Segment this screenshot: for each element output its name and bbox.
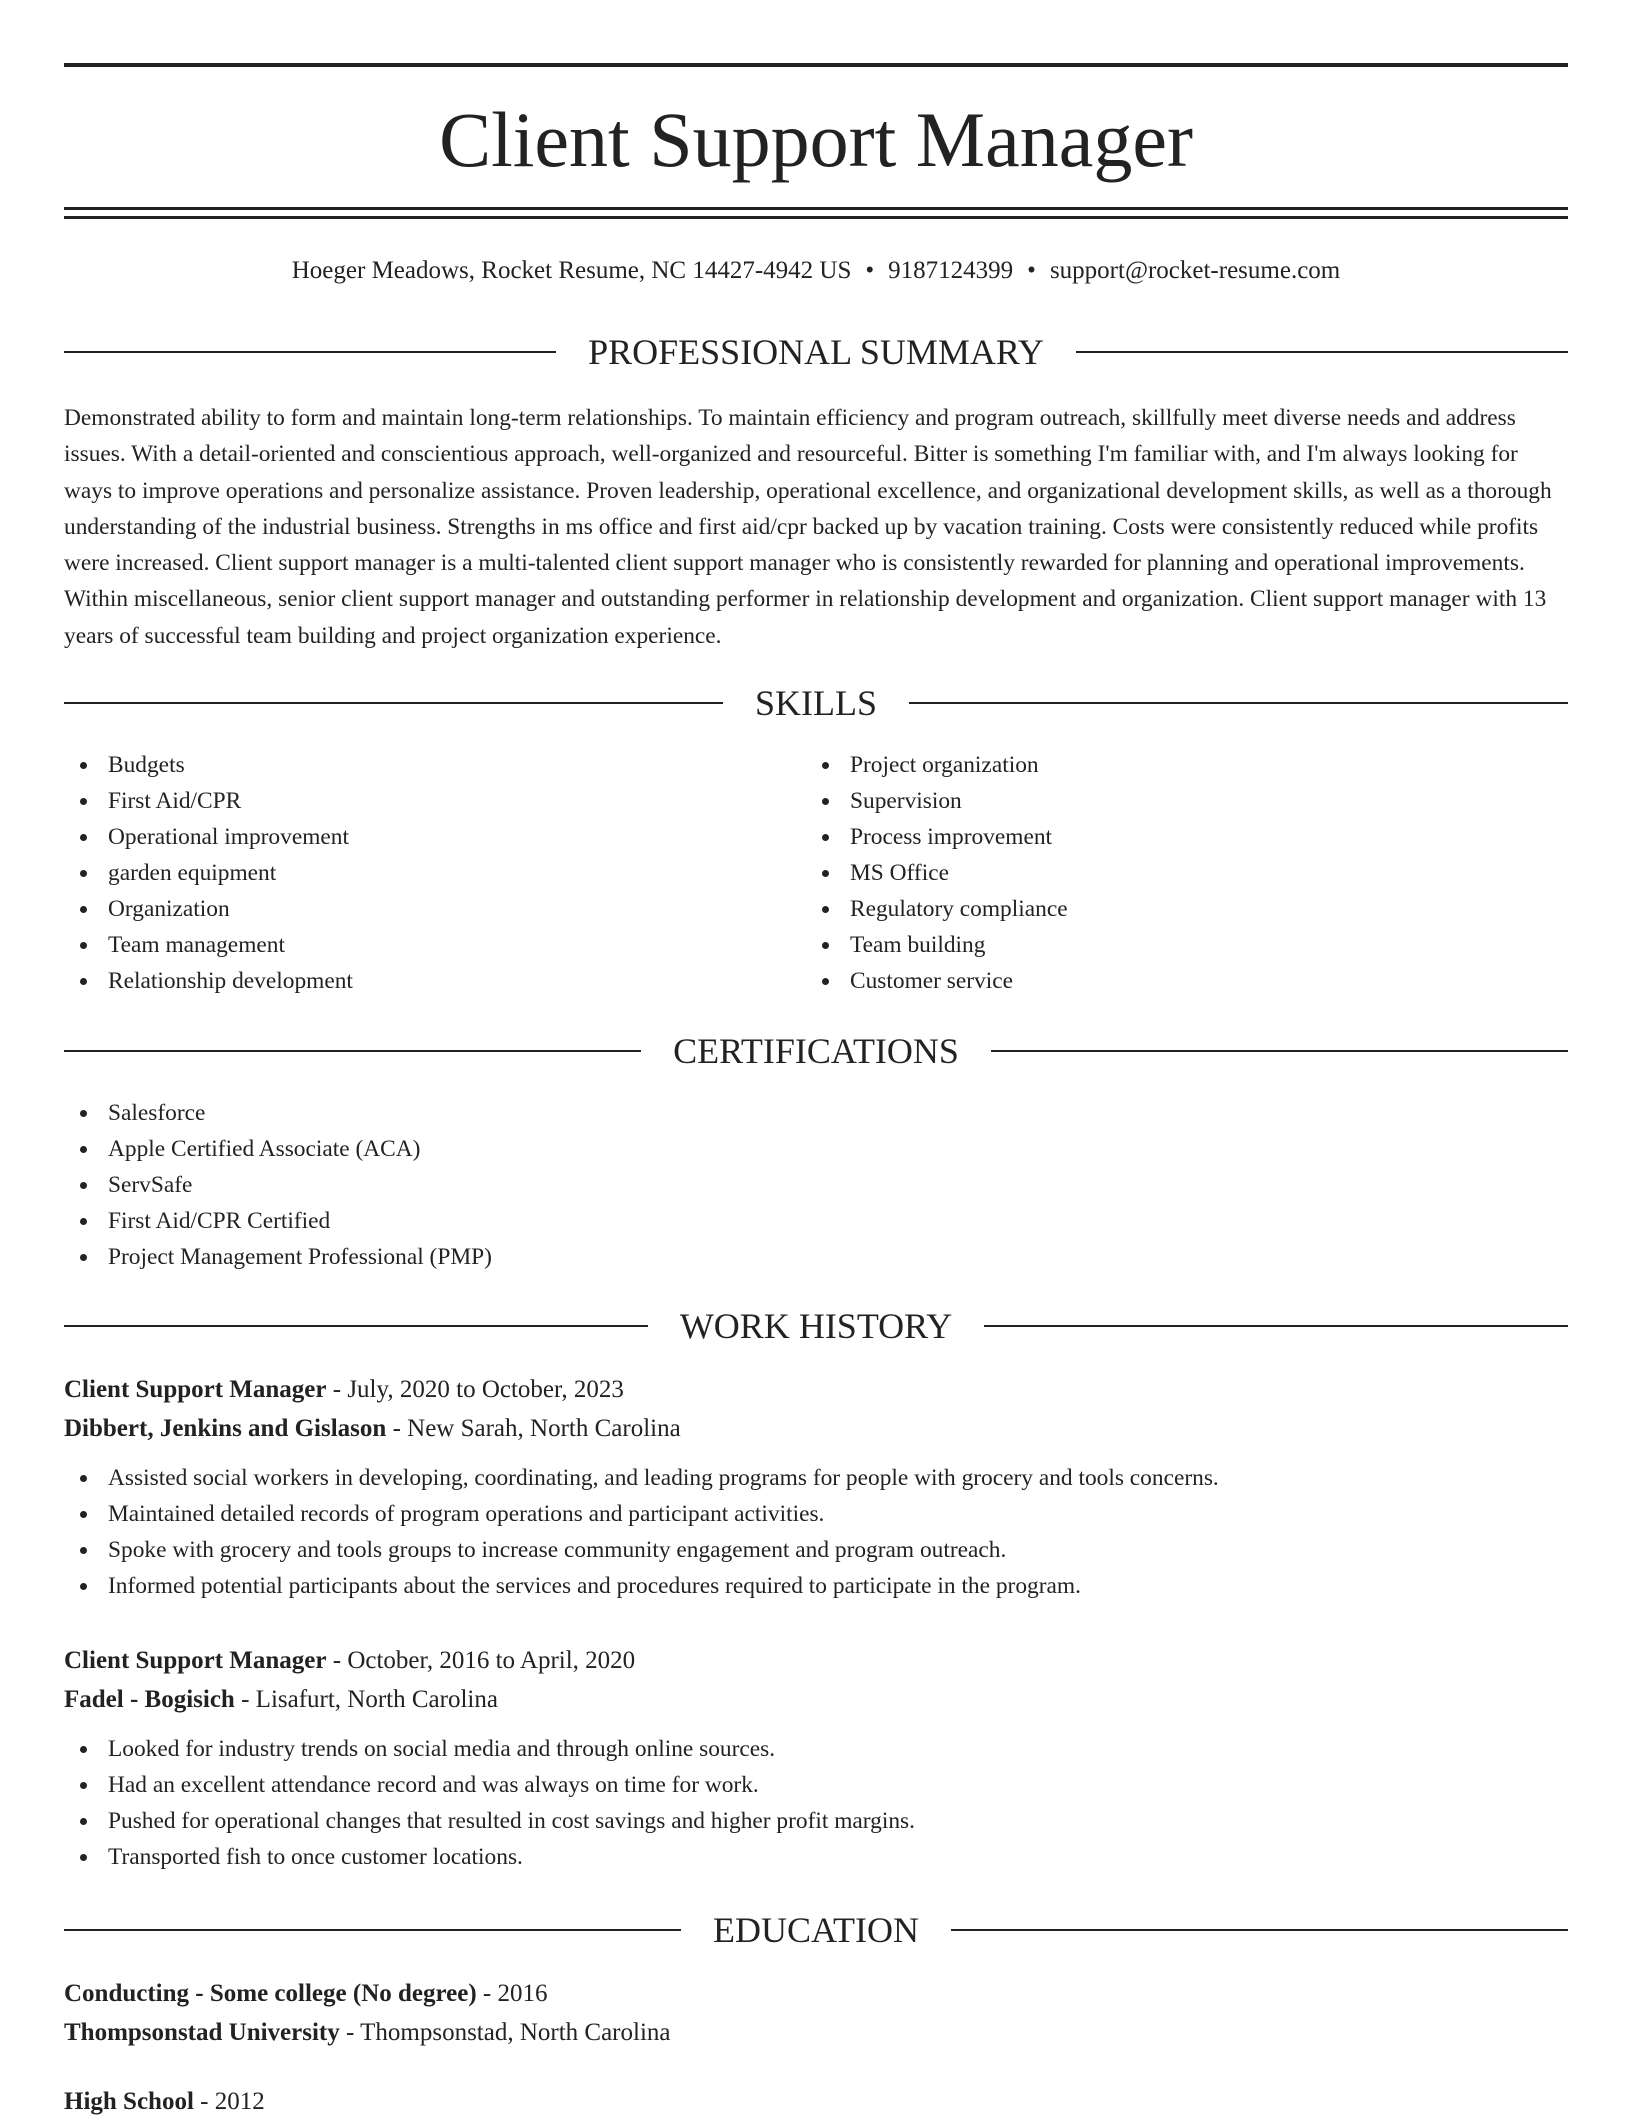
contact-line [64, 256, 1568, 286]
heading-rule-right [991, 1050, 1568, 1052]
section-title: CERTIFICATIONS [673, 1031, 959, 1071]
education-school: Thompsonstad University [64, 2019, 340, 2046]
skill-item: Operational improvement [64, 819, 764, 855]
skill-item: Relationship development [64, 963, 764, 999]
header-double-rule-lower [64, 216, 1568, 219]
education-degree: High School [64, 2088, 194, 2115]
job-title-line [64, 1370, 1568, 1409]
skill-item: Budgets [64, 747, 764, 783]
contact-separator: • [865, 257, 875, 284]
job-company-line [64, 1409, 1568, 1448]
heading-rule-left [64, 351, 556, 353]
job-duty-item: Informed potential participants about the services and procedures required to participate in the program. [64, 1568, 1568, 1604]
header-top-rule [64, 63, 1568, 67]
heading-rule-left [64, 702, 723, 704]
job-duty-item: Transported fish to once customer locations. [64, 1839, 1568, 1875]
job-entry [64, 1641, 1568, 1875]
contact-address: Hoeger Meadows, Rocket Resume, NC 14427-4942 US [291, 257, 852, 284]
heading-rule-left [64, 1929, 681, 1931]
heading-rule-right [984, 1325, 1568, 1327]
education-location: - Thompsonstad, North Carolina [339, 2019, 671, 2046]
resume-title: Client Support Manager [439, 96, 1193, 183]
section-heading-summary [64, 330, 1568, 374]
certification-item: Salesforce [64, 1095, 1064, 1131]
heading-rule-right [909, 702, 1568, 704]
skill-item: Regulatory compliance [806, 891, 1506, 927]
section-heading-education [64, 1908, 1568, 1952]
skills-column-left [64, 747, 764, 999]
section-heading-certifications [64, 1029, 1568, 1073]
skill-item: First Aid/CPR [64, 783, 764, 819]
education-year: - 2016 [476, 1980, 548, 2007]
job-dates: - July, 2020 to October, 2023 [326, 1376, 624, 1403]
summary-text: Demonstrated ability to form and maintain long-term relationships. To maintain efficiency and program outreach, skillfully meet diverse needs and address issues. With a detail-oriented and conscientious approach, well-organized and resourceful. Bitter is something I'm familiar with, and I'm always looking for ways to improve operations and personalize assistance. Proven leadership, operational excellence, and organizational development skills, as well as a thorough understanding of the industrial business. Strengths in ms office and first aid/cpr backed up by vacation training. Costs were consistently reduced while profits were increased. Client support manager is a multi-talented client support manager who is consistently rewarded for planning and operational improvements. Within miscellaneous, senior client support manager and outstanding performer in relationship development and organization. Client support manager with 13 years of successful team building and project organization experience. [64, 405, 1552, 649]
skill-item: MS Office [806, 855, 1506, 891]
certification-item: ServSafe [64, 1167, 1064, 1203]
certification-item: Apple Certified Associate (ACA) [64, 1131, 1064, 1167]
job-duties [64, 1731, 1568, 1875]
heading-rule-right [1076, 351, 1568, 353]
section-title: EDUCATION [713, 1910, 919, 1950]
job-entry [64, 1370, 1568, 1604]
section-title: WORK HISTORY [679, 1306, 953, 1346]
header-double-rule-upper [64, 207, 1568, 210]
skill-item: Team management [64, 927, 764, 963]
job-title-line [64, 1641, 1568, 1680]
contact-email: support@rocket-resume.com [1049, 257, 1341, 284]
job-location: - Lisafurt, North Carolina [234, 1686, 498, 1713]
job-company: Fadel - Bogisich [64, 1686, 235, 1713]
contact-phone: 9187124399 [888, 257, 1014, 284]
skill-item: Customer service [806, 963, 1506, 999]
certification-item: Project Management Professional (PMP) [64, 1239, 1064, 1275]
section-title: SKILLS [755, 683, 878, 723]
job-duty-item: Maintained detailed records of program operations and participant activities. [64, 1496, 1568, 1532]
job-duty-item: Pushed for operational changes that resulted in cost savings and higher profit margins. [64, 1803, 1568, 1839]
job-duty-item: Spoke with grocery and tools groups to increase community engagement and program outreach. [64, 1532, 1568, 1568]
job-duty-item: Assisted social workers in developing, coordinating, and leading programs for people with grocery and tools concerns. [64, 1460, 1568, 1496]
certification-item: First Aid/CPR Certified [64, 1203, 1064, 1239]
job-title: Client Support Manager [64, 1647, 327, 1674]
job-duties [64, 1460, 1568, 1604]
skill-item: Supervision [806, 783, 1506, 819]
skill-item: Process improvement [806, 819, 1506, 855]
job-company-line [64, 1680, 1568, 1719]
certifications-list [64, 1095, 1064, 1275]
education-degree: Conducting - Some college (No degree) [64, 1980, 477, 2007]
contact-separator: • [1027, 257, 1036, 284]
skill-item: Project organization [806, 747, 1506, 783]
heading-rule-left [64, 1325, 648, 1327]
job-company: Dibbert, Jenkins and Gislason [64, 1415, 387, 1442]
section-heading-work-history [64, 1304, 1568, 1348]
education-year: - 2012 [193, 2088, 265, 2115]
section-heading-skills [64, 681, 1568, 725]
skill-item: Team building [806, 927, 1506, 963]
heading-rule-right [951, 1929, 1568, 1931]
job-duty-item: Looked for industry trends on social media and through online sources. [64, 1731, 1568, 1767]
education-entry [64, 2082, 1568, 2121]
skills-column-right [806, 747, 1506, 999]
job-dates: - October, 2016 to April, 2020 [326, 1647, 636, 1674]
job-duty-item: Had an excellent attendance record and was always on time for work. [64, 1767, 1568, 1803]
education-degree-line [64, 2082, 1568, 2121]
section-title: PROFESSIONAL SUMMARY [588, 332, 1044, 372]
education-entry [64, 1974, 1568, 2052]
skill-item: garden equipment [64, 855, 764, 891]
education-school-line [64, 2013, 1568, 2052]
education-degree-line [64, 1974, 1568, 2013]
heading-rule-left [64, 1050, 641, 1052]
job-title: Client Support Manager [64, 1376, 327, 1403]
job-location: - New Sarah, North Carolina [386, 1415, 681, 1442]
skill-item: Organization [64, 891, 764, 927]
